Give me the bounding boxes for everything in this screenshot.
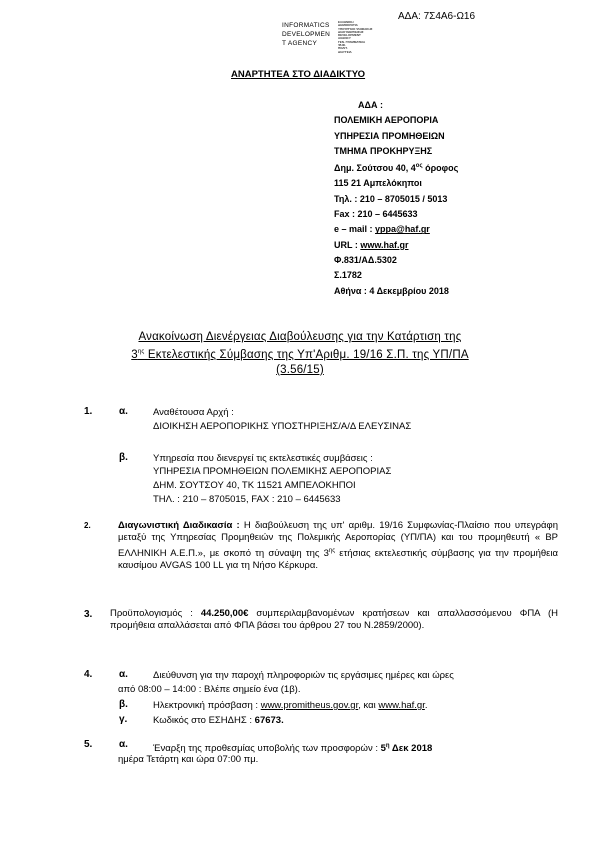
executing-service-address: ΔΗΜ. ΣΟΥΤΣΟΥ 40, ΤΚ 11521 ΑΜΠΕΛΟΚΗΠΟΙ — [153, 480, 356, 491]
phone: Τηλ. : 210 – 8705015 / 5013 — [334, 193, 448, 204]
issue-date: Αθήνα : 4 Δεκεμβρίου 2018 — [334, 285, 449, 296]
issuer-info-block — [334, 98, 458, 299]
service-name: ΥΠΗΡΕΣΙΑ ΠΡΟΜΗΘΕΙΩΝ — [334, 130, 445, 141]
haf-link[interactable]: www.haf.gr — [378, 700, 425, 711]
document-title: Ανακοίνωση Διενέργειας Διαβούλευσης για την Κατάρτιση της $3^{\eta\varsigma}$ Εκτελεστικής Σύμβασης της Υπ'Αριθμ. 19/16 Σ.Π. της ΥΠ/ΠΑ (3.56/15) — [131, 331, 469, 376]
logo-text-gr: ΕΛΛΗΝΙΚΗ ΔΗΜΟΚΡΑΤΙΑ ΥΠΟΥΡΓΕΙΟ ΨΗΦΙΑΚΗΣ ΔΙΑΚΥΒΕΡΝΗΣΗΣ DEVELOPMENT AGENCY ΓΕΝ. ΓΡΑΜΜΑΤΕΙΑ ΨΗΦ. ΠΟΛΙΤ. ΔΙΑΥΓΕΙΑ — [338, 20, 373, 54]
diavgeia-logo — [282, 20, 374, 54]
submission-start: Έναρξη της προθεσμίας υποβολής των προσφορών : $5^\eta$ Δεκ 2018 — [153, 743, 433, 755]
url-link[interactable]: www.haf.gr — [360, 239, 409, 250]
email: e – mail : yppa@haf.gr — [334, 224, 430, 235]
section-4c-letter: γ. — [119, 714, 128, 725]
fax: Fax : 210 – 6445633 — [334, 209, 418, 220]
submission-day-time: ημέρα Τετάρτη και ώρα 07:00 πμ. — [118, 754, 259, 765]
executing-service-name: ΥΠΗΡΕΣΙΑ ΠΡΟΜΗΘΕΙΩΝ ΠΟΛΕΜΙΚΗΣ ΑΕΡΟΠΟΡΙΑΣ — [153, 466, 392, 477]
executing-service-phone: ΤΗΛ. : 210 – 8705015, FAX : 210 – 6445633 — [153, 494, 341, 505]
section-4-number: 4. — [84, 669, 93, 680]
file-number: Φ.831/ΑΔ.5302 — [334, 254, 397, 265]
org-name: ΠΟΛΕΜΙΚΗ ΑΕΡΟΠΟΡΙΑ — [334, 115, 439, 126]
contracting-authority-label: Αναθέτουσα Αρχή : — [153, 407, 234, 418]
section-5a-letter: α. — [119, 739, 128, 750]
executing-service-label: Υπηρεσία που διενεργεί τις εκτελεστικές συμβάσεις : — [153, 453, 373, 464]
info-address-line2: από 08:00 – 14:00 : Βλέπε σημείο ένα (1β). — [118, 684, 301, 695]
section-1b-letter: β. — [119, 452, 128, 463]
promitheus-link[interactable]: www.promitheus.gov.gr — [260, 700, 359, 711]
post-online-heading: ΑΝΑΡΤΗΤΕΑ ΣΤΟ ΔΙΑΔΙΚΤΥΟ — [231, 69, 366, 80]
logo-text-en: INFORMATICS DEVELOPMEN T AGENCY — [282, 22, 331, 47]
section-1a-letter: α. — [119, 406, 128, 417]
contracting-authority-value: ΔΙΟΙΚΗΣΗ ΑΕΡΟΠΟΡΙΚΗΣ ΥΠΟΣΤΗΡΙΞΗΣ/Α/Δ ΕΛΕΥΣΙΝΑΣ — [153, 421, 412, 432]
reference-number: Σ.1782 — [334, 270, 362, 281]
ada-label: ΑΔΑ : — [358, 100, 383, 110]
section-4b-letter: β. — [119, 699, 128, 710]
url: URL : www.haf.gr — [334, 239, 409, 250]
eshdhs-code: Κωδικός στο ΕΣΗΔΗΣ : 67673. — [153, 715, 284, 726]
address: Δημ. Σούτσου 40, $4^{o\varsigma}$ όροφος — [334, 163, 459, 174]
info-address-line1: Διεύθυνση για την παροχή πληροφοριών τις εργάσιμες ημέρες και ώρες — [153, 670, 454, 681]
department-name: ΤΜΗΜΑ ΠΡΟΚΗΡΥΞΗΣ — [334, 145, 433, 156]
section-5-number: 5. — [84, 739, 93, 750]
budget-paragraph: Προϋπολογισμός : 44.250,00€ συμπεριλαμβανομένων κρατήσεων και απαλλασσόμενου ΦΠΑ (Η προμήθεια απαλλάσεται από ΦΠΑ βάσει του άρθρου 27 του Ν.2859/2000). — [110, 608, 558, 632]
section-3-number: 3. — [84, 609, 93, 620]
email-link[interactable]: yppa@haf.gr — [375, 224, 430, 235]
section-2-number: 2. — [84, 521, 91, 530]
section-1-number: 1. — [84, 406, 93, 417]
postal-code: 115 21 Αμπελόκηποι — [334, 178, 422, 189]
electronic-access: Ηλεκτρονική πρόσβαση : www.promitheus.gov.gr, και www.haf.gr. — [153, 700, 428, 711]
ada-code-top: ΑΔΑ: 7Σ4Α6-Ω16 — [398, 11, 476, 22]
section-4a-letter: α. — [119, 669, 128, 680]
procedure-paragraph: Διαγωνιστική Διαδικασία : Η διαβούλευση της υπ' αριθμ. 19/16 Συμφωνίας-Πλαίσιο που υπεγράφη μεταξύ της Υπηρεσίας Προμηθειών της Πολεμικής Αεροπορίας (ΥΠ/ΠΑ) και του προμηθευτή « BP ΕΛΛΗΝΙΚΗ Α.Ε.Π.», με σκοπό τη σύναψη της $3^{\eta\varsigma}$ ετήσιας εκτελεστικής σύμβασης για την προμήθεια καυσίμου AVGAS 100 LL για τη Νήσο Κέρκυρα. — [118, 520, 559, 572]
